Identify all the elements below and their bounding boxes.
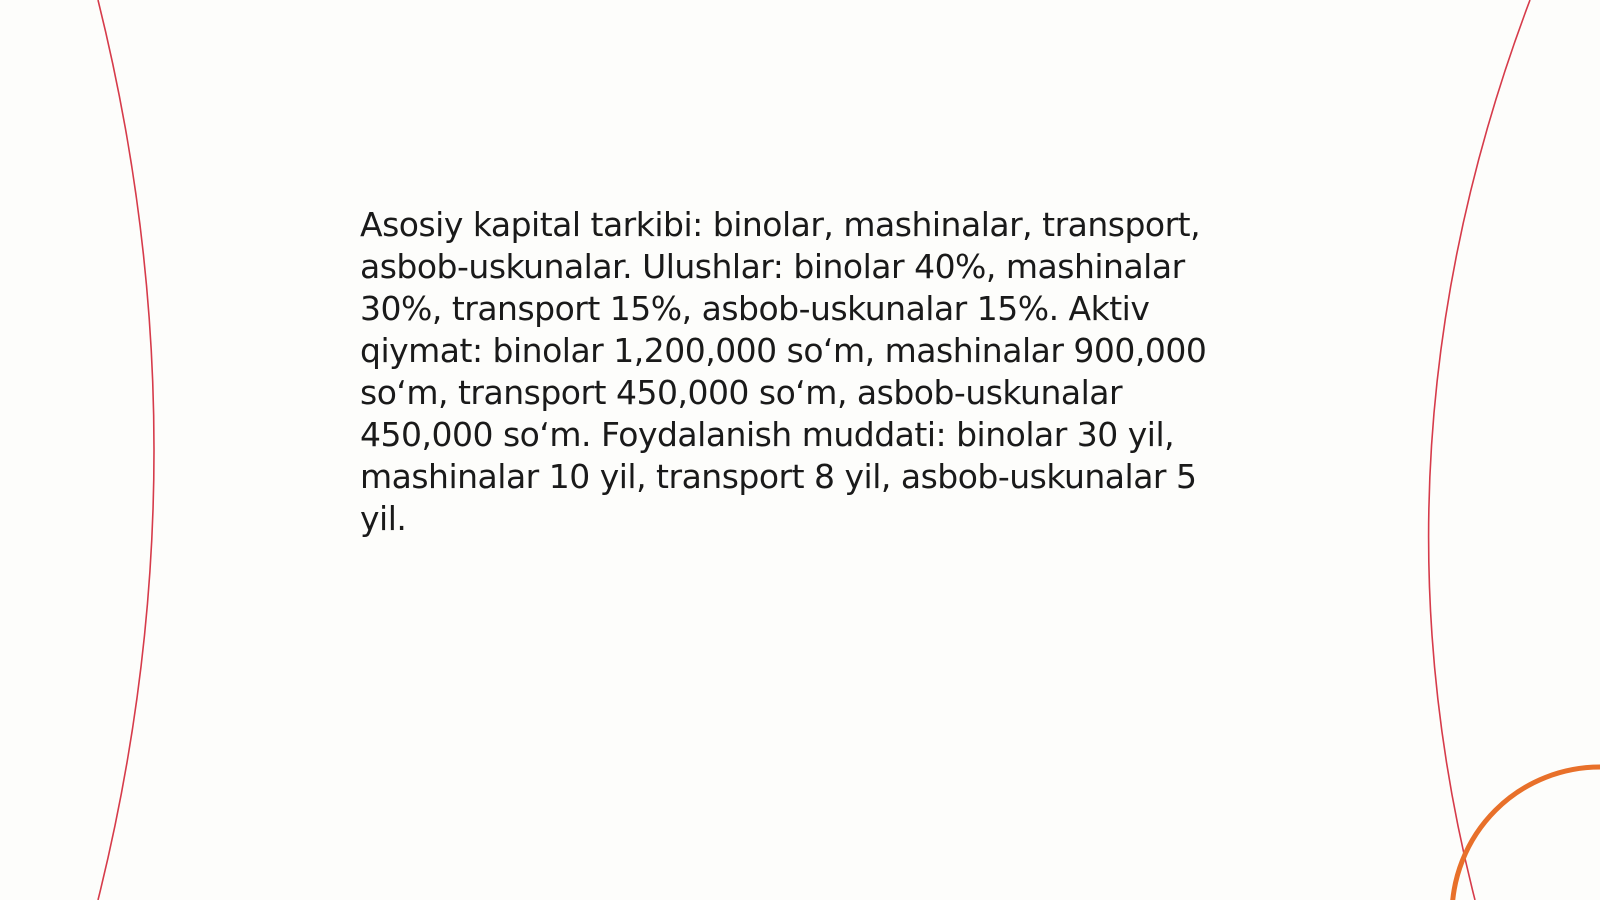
- body-text: Asosiy kapital tarkibi: binolar, mashinalar, transport, asbob-uskunalar. Ulushlar: binolar 40%, mashinalar 30%, transport 15%, asbob-uskunalar 15%. Aktiv qiymat: binolar 1,200,000 so‘m, mashinalar 900,000 so‘m, transport 450,000 so‘m, asbob-uskunalar 450,000 so‘m. Foydalanish muddati: binolar 30 yil, mashinalar 10 yil, transport 8 yil, asbob-uskunalar 5 yil.: [360, 205, 1207, 538]
- right-arc-line: [1429, 0, 1530, 900]
- accent-circle: [1452, 767, 1600, 900]
- left-arc-line: [98, 0, 154, 900]
